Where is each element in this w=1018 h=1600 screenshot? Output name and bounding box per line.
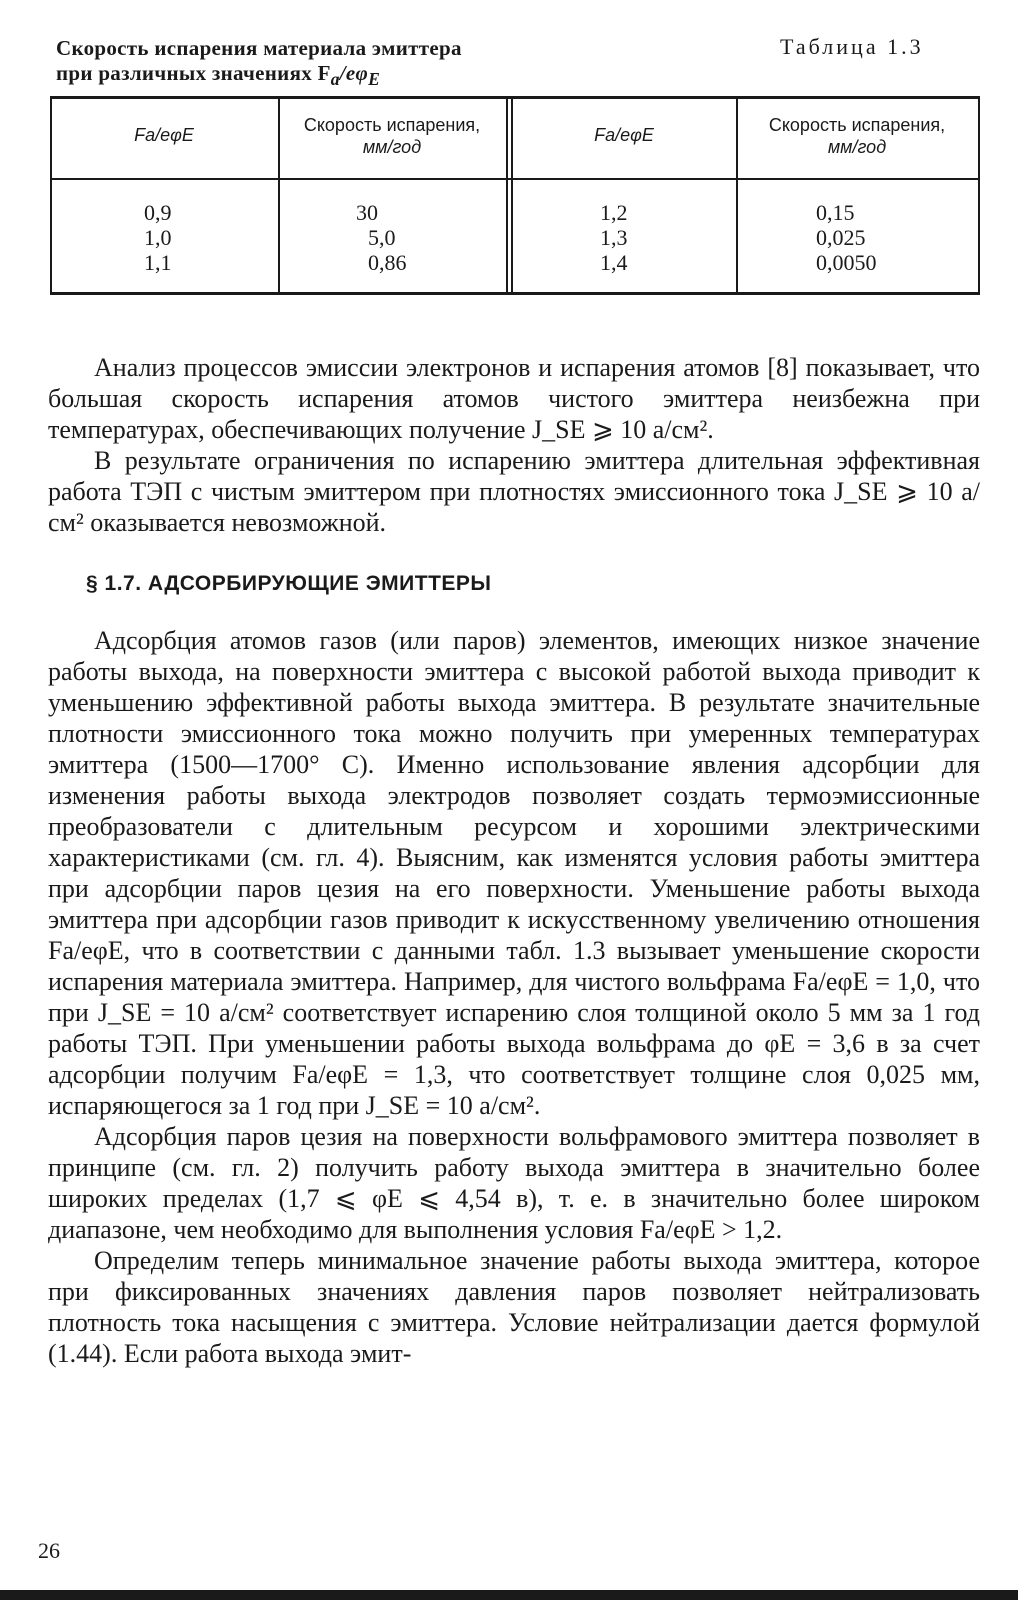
evaporation-rate-table bbox=[50, 96, 980, 298]
paragraph: Анализ процессов эмиссии электронов и испарения атомов [8] показывает, что большая скорость испарения атомов чистого эмиттера неизбежна при температурах, обеспечивающих получение J_SE ⩾ 10 а/см². bbox=[48, 353, 980, 444]
table-cell: 5,0 bbox=[368, 225, 396, 250]
col-ratio-right bbox=[600, 200, 628, 275]
caption-line-2: при различных значениях $F_a/e\varphi_E$ bbox=[56, 61, 381, 90]
table-cell: 1,0 bbox=[144, 225, 172, 250]
col-rate-right bbox=[816, 200, 877, 275]
table-cell: 30 bbox=[356, 200, 378, 225]
table-cell: 0,15 bbox=[816, 200, 855, 225]
table-double-divider-a bbox=[506, 96, 508, 295]
page-number: 26 bbox=[38, 1538, 60, 1563]
paragraph: Определим теперь минимальное значение работы выхода эмиттера, которое при фиксированных значениях давления паров позволяет нейтрализовать плотность тока насыщения с эмиттера. Условие нейтрализации дается формулой (1.44). Если работа выхода эмит- bbox=[48, 1246, 980, 1368]
table-cell: 1,4 bbox=[600, 250, 628, 275]
body-text bbox=[48, 352, 980, 1369]
table-cell: 1,2 bbox=[600, 200, 628, 225]
table-cell: 1,1 bbox=[144, 250, 172, 275]
table-cell: 0,025 bbox=[816, 225, 866, 250]
scan-bottom-edge bbox=[0, 1590, 1018, 1600]
header-rate-left: Скорость испарения, мм/год bbox=[303, 115, 481, 157]
section-heading: § 1.7. АДСОРБИРУЮЩИЕ ЭМИТТЕРЫ bbox=[86, 572, 492, 595]
table-cell: 1,3 bbox=[600, 225, 628, 250]
col-rate-left bbox=[356, 200, 407, 275]
table-header-rule bbox=[50, 178, 980, 180]
caption-line-1: Скорость испарения материала эмиттера bbox=[56, 36, 462, 60]
table-cell: 0,86 bbox=[368, 250, 407, 275]
paragraph: В результате ограничения по испарению эмиттера длительная эффективная работа ТЭП с чистым эмиттером при плотностях эмиссионного тока J_SE ⩾ 10 а/см² оказывается невозможной. bbox=[48, 446, 980, 537]
header-rate-right: Скорость испарения, мм/год bbox=[768, 115, 946, 157]
table-right-border bbox=[978, 96, 980, 295]
table-cell: 0,0050 bbox=[816, 250, 877, 275]
paragraph: Адсорбция паров цезия на поверхности вольфрамового эмиттера позволяет в принципе (см. гл. 2) получить работу выхода эмиттера в значительно более широких пределах (1,7 ⩽ φE ⩽ 4,54 в), т. е. в значительно более широком диапазоне, чем необходимо для выполнения условия Fa/eφE > 1,2. bbox=[48, 1122, 980, 1244]
table-cell: 0,9 bbox=[144, 200, 172, 225]
table-number-label: Таблица 1.3 bbox=[780, 34, 924, 59]
table-top-rule bbox=[50, 96, 980, 99]
header-ratio-right: Fa/eφE bbox=[594, 125, 654, 145]
col-ratio-left bbox=[144, 200, 172, 275]
table-bottom-rule bbox=[50, 292, 980, 295]
paragraph: Адсорбция атомов газов (или паров) элементов, имеющих низкое значение работы выхода, на поверхности эмиттера с высокой работой выхода приводит к уменьшению эффективной работы выхода эмиттера. В результате значительные плотности эмиссионного тока можно получить при умеренных температурах эмиттера (1500—1700° С). Именно использование явления адсорбции для изменения работы выхода электродов позволяет создать термоэмиссионные преобразователи с длительным ресурсом и хорошими электрическими характеристиками (см. гл. 4). Выясним, как изменятся условия работы эмиттера при адсорбции паров цезия на его поверхности. Уменьшение работы выхода эмиттера при адсорбции газов приводит к искусственному увеличению отношения Fa/eφE, что в соответствии с данными табл. 1.3 вызывает уменьшение скорости испарения материала эмиттера. Например, для чистого вольфрама Fa/eφE = 1,0, что при J_SE = 10 а/см² соответствует испарению слоя толщиной около 5 мм за 1 год работы ТЭП. При уменьшении работы выхода вольфрама до φE = 3,6 в за счет адсорбции получим Fa/eφE = 1,3, что соответствует толщине слоя 0,025 мм, испаряющегося за 1 год при J_SE = 10 а/см². bbox=[48, 626, 980, 1120]
header-ratio-left: Fa/eφE bbox=[134, 125, 194, 145]
